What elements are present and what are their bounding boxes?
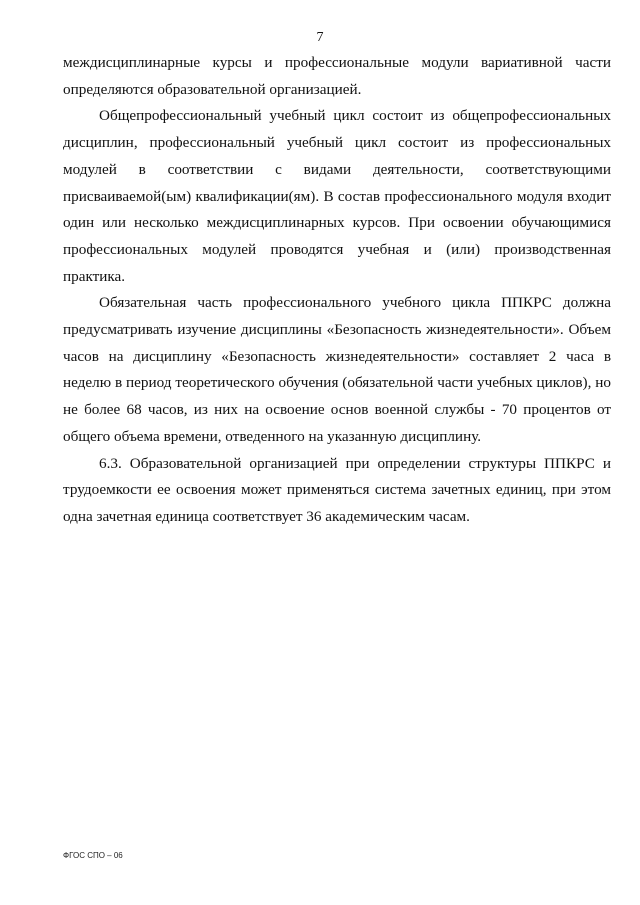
page-number: 7 [316,30,324,45]
document-body [63,50,611,531]
footer-label: ФГОС СПО – 06 [63,851,123,860]
paragraph-credit-units: 6.3. Образовательной организацией при определении структуры ППКРС и трудоемкости ее освоения может применяться система зачетных единиц, при этом одна зачетная единица соответствует 36 академическим часам. [63,454,611,525]
paragraph-life-safety: Обязательная часть профессионального учебного цикла ППКРС должна предусматривать изучение дисциплины «Безопасность жизнедеятельности». Объем часов на дисциплину «Безопасность жизнедеятельности» составляет 2 часа в неделю в период теоретического обучения (обязательной части учебных циклов), но не более 68 часов, из них на освоение основ военной службы - 70 процентов от общего объема времени, отведенного на указанную дисциплину. [63,294,611,445]
paragraph-cycles: Общепрофессиональный учебный цикл состоит из общепрофессиональных дисциплин, профессиональный учебный цикл состоит из профессиональных модулей в соответствии с видами деятельности, соответствующими присваиваемой(ым) квалификации(ям). В состав профессионального модуля входит один или несколько междисциплинарных курсов. При освоении обучающимися профессиональных модулей проводятся учебная и (или) производственная практика. [63,107,611,285]
paragraph-continuation: междисциплинарные курсы и профессиональные модули вариативной части определяются образовательной организацией. [63,54,611,98]
